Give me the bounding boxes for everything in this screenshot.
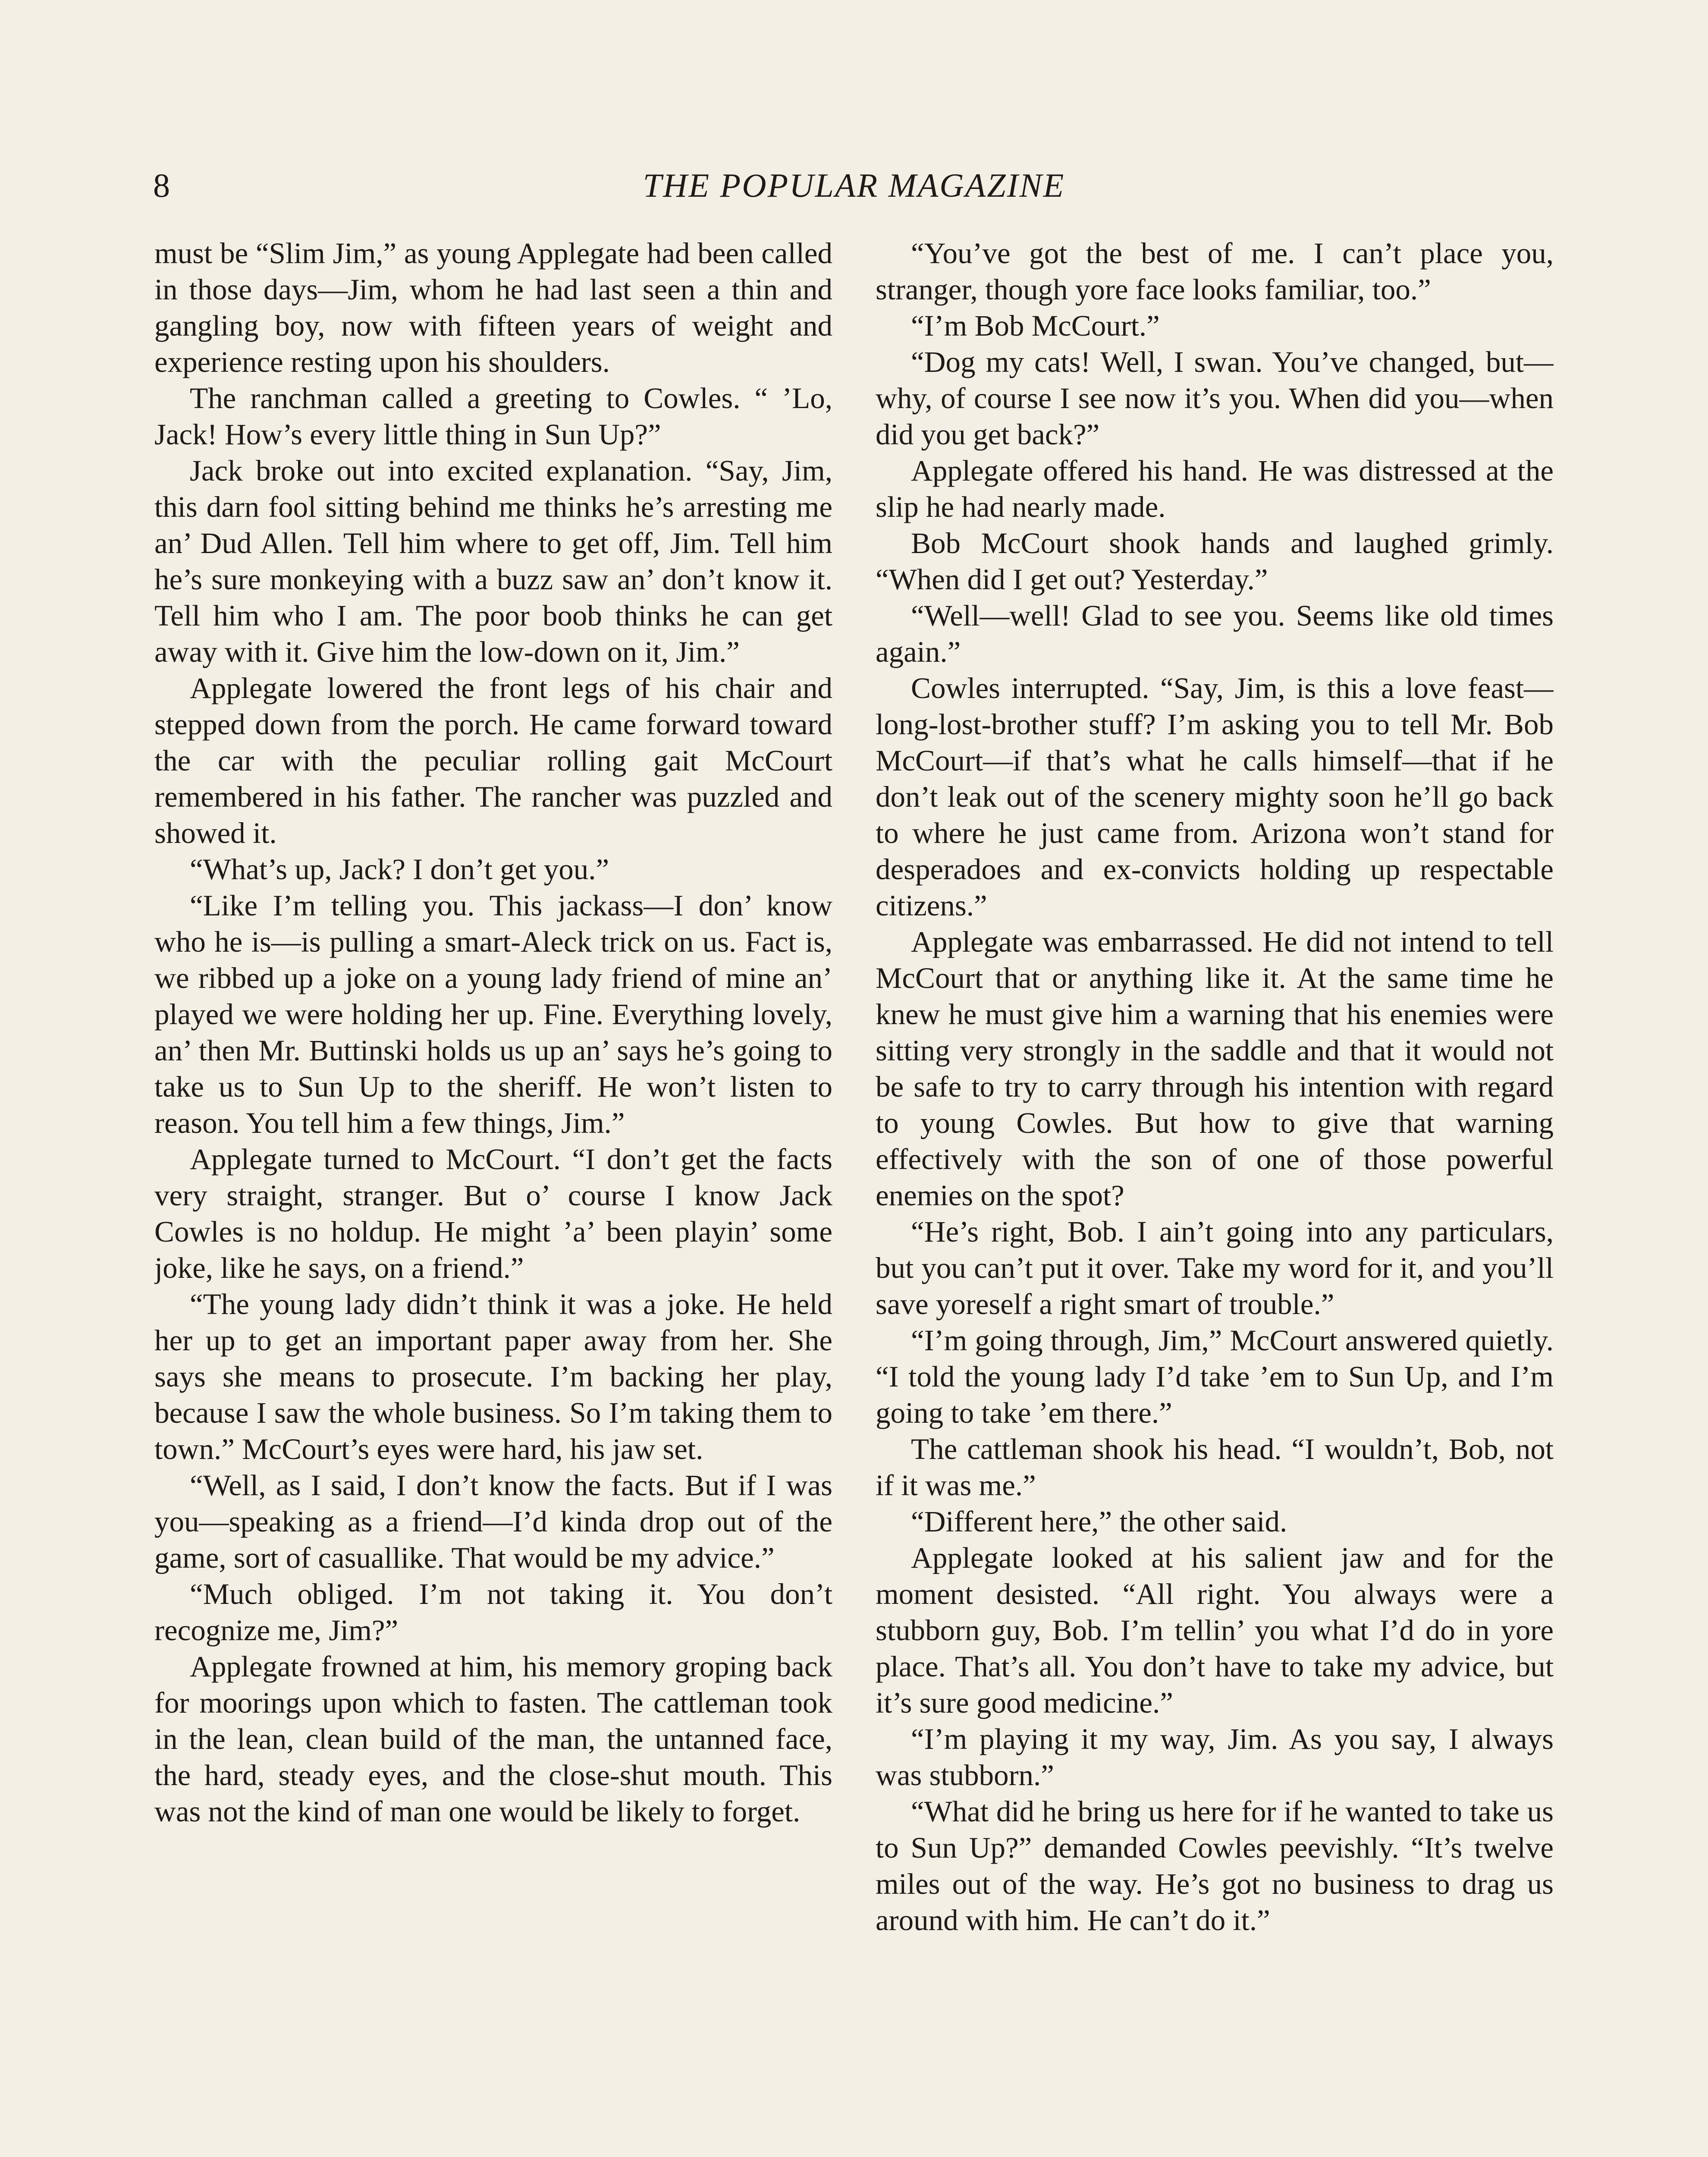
- paragraph: Applegate turned to McCourt. “I don’t get the facts very straight, stranger. But o’ course I know Jack Cowles is no holdup. He might ’a’ been playin’ some joke, like he says, on a friend.”: [154, 1143, 832, 1284]
- running-title: THE POPULAR MAGAZINE: [643, 167, 1065, 204]
- page-header: [153, 160, 1555, 211]
- paragraph: Applegate looked at his salient jaw and for the moment desisted. “All right. You always were a stubborn guy, Bob. I’m tellin’ you what I’d do in yore place. That’s all. You don’t have to take my advice, but it’s sure good medicine.”: [876, 1541, 1554, 1719]
- paragraph: “Well, as I said, I don’t know the facts. But if I was you—speaking as a friend—I’d kinda drop out of the game, sort of casuallike. That would be my advice.”: [154, 1469, 832, 1574]
- paragraph: Jack broke out into excited explanation. “Say, Jim, this darn fool sitting behind me thinks he’s arresting me an’ Dud Allen. Tell him where to get off, Jim. Tell him he’s sure monkeying with a buzz saw an’ don’t know it. Tell him who I am. The poor boob thinks he can get away with it. Give him the low-down on it, Jim.”: [154, 454, 832, 668]
- paragraph: must be “Slim Jim,” as young Applegate had been called in those days—Jim, whom he had last seen a thin and gangling boy, now with fifteen years of weight and experience resting upon his shoulders.: [154, 237, 832, 378]
- left-column: [154, 235, 832, 2157]
- paragraph: Applegate offered his hand. He was distressed at the slip he had nearly made.: [876, 454, 1554, 523]
- paragraph: “Well—well! Glad to see you. Seems like old times again.”: [876, 599, 1554, 668]
- paragraph: “What did he bring us here for if he wanted to take us to Sun Up?” demanded Cowles peevishly. “It’s twelve miles out of the way. He’s got no business to drag us around with him. He can’t do it.”: [876, 1795, 1554, 1937]
- paragraph: Applegate lowered the front legs of his chair and stepped down from the porch. He came forward toward the car with the peculiar rolling gait McCourt remembered in his father. The rancher was puzzled and showed it.: [154, 672, 832, 849]
- paragraph: “You’ve got the best of me. I can’t place you, stranger, though yore face looks familiar, too.”: [876, 237, 1554, 306]
- paragraph: “Like I’m telling you. This jackass—I don’ know who he is—is pulling a smart-Aleck trick on us. Fact is, we ribbed up a joke on a young lady friend of mine an’ played we were holding her up. Fine. Everything lovely, an’ then Mr. Buttinski holds us up an’ says he’s going to take us to Sun Up to the sheriff. He won’t listen to reason. You tell him a few things, Jim.”: [154, 889, 832, 1139]
- paragraph: “What’s up, Jack? I don’t get you.”: [190, 853, 609, 886]
- paragraph: “Different here,” the other said.: [911, 1505, 1287, 1538]
- paragraph: “I’m going through, Jim,” McCourt answered quietly. “I told the young lady I’d take ’em to Sun Up, and I’m going to take ’em there.”: [876, 1324, 1554, 1429]
- paragraph: “The young lady didn’t think it was a joke. He held her up to get an important paper away from her. She says she means to prosecute. I’m backing her play, because I saw the whole business. So I’m taking them to town.” McCourt’s eyes were hard, his jaw set.: [154, 1288, 832, 1465]
- paragraph: “I’m Bob McCourt.”: [911, 309, 1160, 342]
- paragraph: “Much obliged. I’m not taking it. You don’t recognize me, Jim?”: [154, 1578, 832, 1647]
- paragraph: The cattleman shook his head. “I wouldn’t, Bob, not if it was me.”: [876, 1433, 1554, 1502]
- paragraph: “I’m playing it my way, Jim. As you say, I always was stubborn.”: [876, 1723, 1554, 1792]
- paragraph: Applegate was embarrassed. He did not intend to tell McCourt that or anything like it. At the same time he knew he must give him a warning that his enemies were sitting very strongly in the saddle and that it would not be safe to try to carry through his intention with regard to young Cowles. But how to give that warning effectively with the son of one of those powerful enemies on the spot?: [876, 925, 1554, 1212]
- paragraph: Bob McCourt shook hands and laughed grimly. “When did I get out? Yesterday.”: [876, 527, 1554, 596]
- paragraph: “Dog my cats! Well, I swan. You’ve changed, but—why, of course I see now it’s you. When did you—when did you get back?”: [876, 346, 1554, 451]
- paragraph: Applegate frowned at him, his memory groping back for moorings upon which to fasten. The cattleman took in the lean, clean build of the man, the untanned face, the hard, steady eyes, and the close-shut mouth. This was not the kind of man one would be likely to forget.: [154, 1650, 832, 1828]
- paragraph: “He’s right, Bob. I ain’t going into any particulars, but you can’t put it over. Take my word for it, and you’ll save yoreself a right smart of trouble.”: [876, 1215, 1554, 1321]
- page-number: 8: [153, 167, 170, 204]
- paragraph: Cowles interrupted. “Say, Jim, is this a love feast—long-lost-brother stuff? I’m asking you to tell Mr. Bob McCourt—if that’s what he calls himself—that if he don’t leak out of the scenery mighty soon he’ll go back to where he just came from. Arizona won’t stand for desperadoes and ex-convicts holding up respectable citizens.”: [876, 672, 1554, 922]
- right-column: [876, 235, 1554, 2157]
- paragraph: The ranchman called a greeting to Cowles. “ ’Lo, Jack! How’s every little thing in Sun Up?”: [154, 382, 832, 451]
